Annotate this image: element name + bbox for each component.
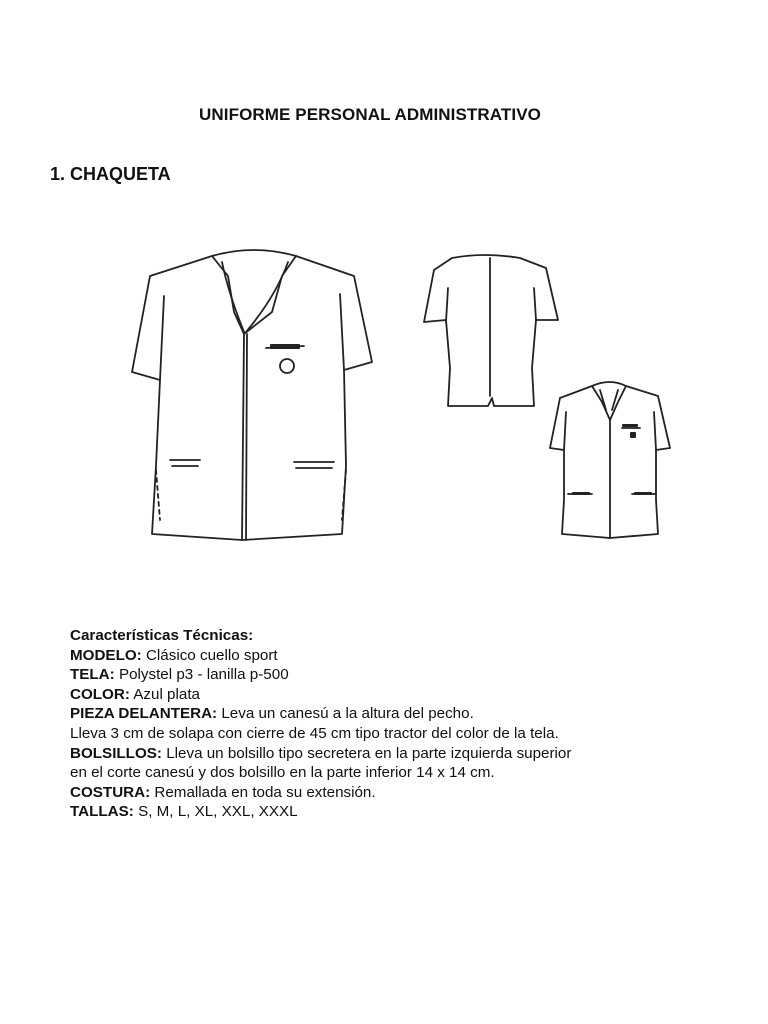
spec-bolsillos: BOLSILLOS: Lleva un bolsillo tipo secretera en la parte izquierda superior <box>70 744 572 762</box>
spec-tela: TELA: Polystel p3 - lanilla p-500 <box>70 666 289 684</box>
specs-heading: Características Técnicas: <box>70 627 254 644</box>
spec-color: COLOR: Azul plata <box>70 685 200 703</box>
spec-bolsillos-continuation: en el corte canesú y dos bolsillo en la parte inferior 14 x 14 cm. <box>70 764 495 782</box>
small-pocket-right-mark <box>634 492 652 495</box>
small-pocket-left-mark <box>572 492 590 495</box>
spec-costura: COSTURA: Remallada en toda su extensión. <box>70 783 376 801</box>
spec-pieza-delantera: PIEZA DELANTERA: Leva un canesú a la altura del pecho. <box>70 705 474 723</box>
jacket-front-large-drawing <box>132 250 372 540</box>
chest-pocket-mark <box>270 344 300 349</box>
technical-specifications <box>70 626 710 822</box>
page-title: UNIFORME PERSONAL ADMINISTRATIVO <box>199 105 541 124</box>
small-chest-pocket-mark <box>622 424 638 427</box>
small-badge-mark <box>630 432 636 438</box>
jacket-back-drawing <box>424 255 558 406</box>
spec-tallas: TALLAS: S, M, L, XL, XXL, XXXL <box>70 803 298 821</box>
jacket-front-small-drawing <box>550 382 670 538</box>
spec-pieza-delantera-continuation: Lleva 3 cm de solapa con cierre de 45 cm tipo tractor del color de la tela. <box>70 724 559 742</box>
section-title: 1. CHAQUETA <box>50 164 171 184</box>
spec-modelo: MODELO: Clásico cuello sport <box>70 646 278 664</box>
